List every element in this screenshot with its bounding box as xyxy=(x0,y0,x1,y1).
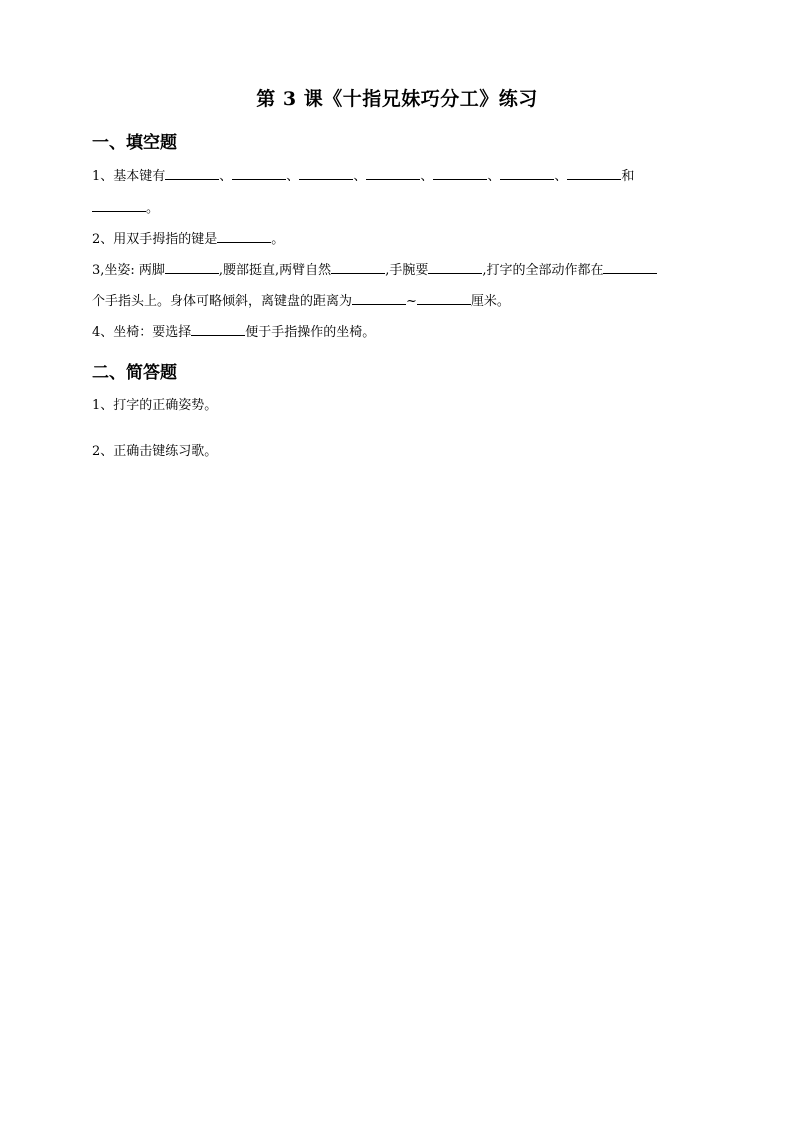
answer-blank[interactable] xyxy=(217,230,271,243)
answer-blank[interactable] xyxy=(500,167,554,180)
answer-blank[interactable] xyxy=(352,292,406,305)
page-title: 第 3 课《十指兄妹巧分工》练习 xyxy=(256,88,538,110)
question-1-line-2: 。 xyxy=(92,199,159,218)
answer-blank[interactable] xyxy=(191,323,245,336)
answer-blank[interactable] xyxy=(433,167,487,180)
answer-blank[interactable] xyxy=(567,167,621,180)
question-2: 2、用双手拇指的键是 。 xyxy=(92,232,285,247)
answer-blank[interactable] xyxy=(232,167,286,180)
short-answer-2: 2、正确击键练习歌。 xyxy=(92,444,218,459)
question-3-line-1: 3,坐姿: 两脚 ,腰部挺直,两臂自然 ,手腕要 ,打字的全部动作都在 xyxy=(92,261,657,280)
answer-blank[interactable] xyxy=(165,261,219,274)
answer-blank[interactable] xyxy=(417,292,471,305)
answer-blank[interactable] xyxy=(331,261,385,274)
question-1-prefix: 1、基本键有 xyxy=(92,169,166,184)
question-1-line-1: 1、基本键有 、 、 、 、 、 、 和 xyxy=(92,169,635,184)
answer-blank[interactable] xyxy=(366,167,420,180)
question-2-text: 2、用双手拇指的键是 xyxy=(92,232,218,247)
question-1-and: 和 xyxy=(621,169,635,184)
section-fill-in-heading: 一、填空题 xyxy=(92,133,177,153)
answer-blank[interactable] xyxy=(92,199,146,212)
answer-blank[interactable] xyxy=(428,261,482,274)
answer-blank[interactable] xyxy=(165,167,219,180)
short-answer-1: 1、打字的正确姿势。 xyxy=(92,398,218,413)
question-4: 4、坐椅：要选择 便于手指操作的坐椅。 xyxy=(92,325,376,340)
answer-blank[interactable] xyxy=(299,167,353,180)
answer-blank[interactable] xyxy=(603,261,657,274)
section-short-answer-heading: 二、简答题 xyxy=(92,363,177,383)
question-3-line-2: 个手指头上。身体可略倾斜，离键盘的距离为 ~ 厘米。 xyxy=(92,294,510,309)
